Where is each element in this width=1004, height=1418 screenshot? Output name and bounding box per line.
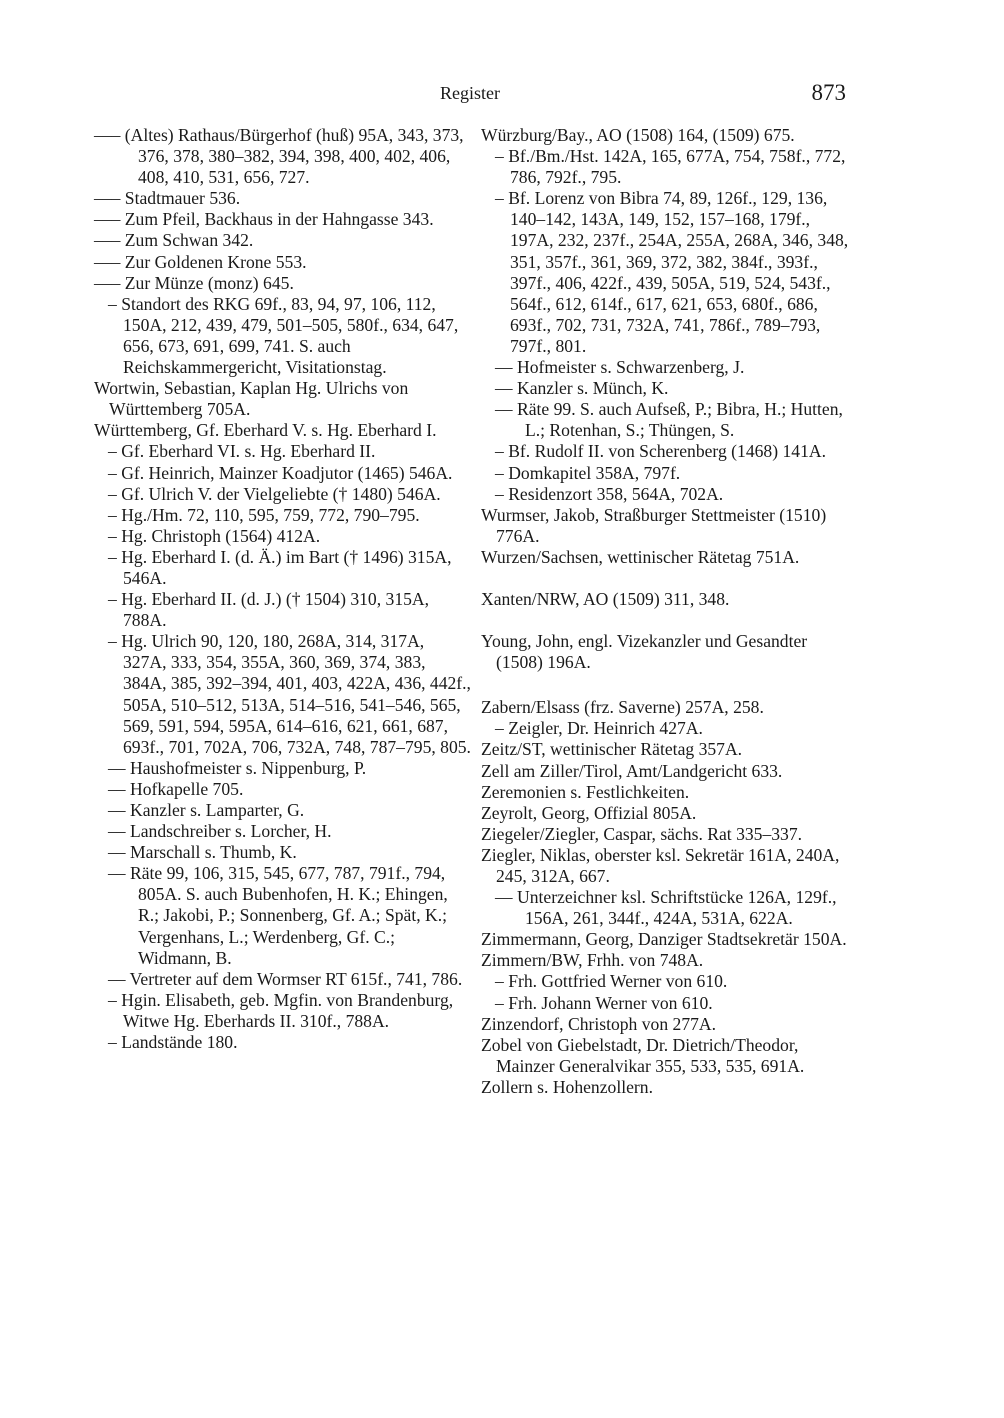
index-entry: – Hg. Eberhard II. (d. J.) († 1504) 310, 315A, 788A. bbox=[108, 589, 430, 631]
letter-section-gap bbox=[481, 610, 851, 631]
index-entry: – Hg./Hm. 72, 110, 595, 759, 772, 790–795. bbox=[108, 504, 420, 525]
index-entry: Xanten/NRW, AO (1509) 311, 348. bbox=[481, 588, 730, 609]
index-entry: – Hg. Eberhard I. (d. Ä.) im Bart († 1496) 315A, 546A. bbox=[108, 546, 452, 588]
index-entry: –– Räte 99, 106, 315, 545, 677, 787, 791f., 794, 805A. S. auch Bubenhofen, H. K.; Ehingen, R.; Jakobi, P.; Sonnenberg, Gf. A.; Spät, K.; Vergenhans, L.; Werdenberg, Gf. C.; Widmann, B. bbox=[108, 863, 448, 968]
index-entry: –– Haushofmeister s. Nippenburg, P. bbox=[108, 757, 367, 778]
page-header-title: Register bbox=[440, 83, 500, 103]
index-entry: Zeyrolt, Georg, Offizial 805A. bbox=[481, 802, 697, 823]
index-entry: ––– Zum Schwan 342. bbox=[94, 230, 254, 251]
index-entry: Ziegler, Niklas, oberster ksl. Sekretär 161A, 240A, 245, 312A, 667. bbox=[481, 844, 840, 886]
index-entry: Ziegeler/Ziegler, Caspar, sächs. Rat 335–337. bbox=[481, 823, 803, 844]
index-entry: – Domkapitel 358A, 797f. bbox=[495, 462, 681, 483]
index-entry: Württemberg, Gf. Eberhard V. s. Hg. Eberhard I. bbox=[94, 420, 437, 441]
letter-section-gap bbox=[481, 673, 851, 697]
index-entry: – Bf. Lorenz von Bibra 74, 89, 126f., 129, 136, 140–142, 143A, 149, 152, 157–168, 179f., 197A, 232, 237f., 254A, 255A, 268A, 346, 348, 351, 357f., 361, 369, 372, 382, 384f., 393f., 397f., 406, 422f., 439, 505A, 519, 524, 543f., 564f., 612, 614f., 617, 621, 653, 680f., 686, 693f., 702, 731, 732A, 741, 786f., 789–793, 797f., 801. bbox=[495, 188, 849, 356]
index-entry: –– Unterzeichner ksl. Schriftstücke 126A, 129f., 156A, 261, 344f., 424A, 531A, 622A. bbox=[495, 887, 837, 929]
running-header bbox=[94, 80, 846, 110]
index-entry: – Gf. Heinrich, Mainzer Koadjutor (1465) 546A. bbox=[108, 462, 453, 483]
index-entry: ––– Stadtmauer 536. bbox=[94, 188, 241, 209]
index-entry: Zollern s. Hohenzollern. bbox=[481, 1076, 653, 1097]
page-number: 873 bbox=[811, 80, 846, 105]
index-entry: Zimmern/BW, Frhh. von 748A. bbox=[481, 950, 704, 971]
index-entry: Wurzen/Sachsen, wettinischer Rätetag 751A. bbox=[481, 546, 800, 567]
index-entry: Zabern/Elsass (frz. Saverne) 257A, 258. bbox=[481, 697, 764, 718]
index-entry: Zeremonien s. Festlichkeiten. bbox=[481, 781, 690, 802]
index-entry: Zinzendorf, Christoph von 277A. bbox=[481, 1013, 717, 1034]
index-entry: – Hgin. Elisabeth, geb. Mgfin. von Brandenburg, Witwe Hg. Eberhards II. 310f., 788A. bbox=[108, 989, 454, 1031]
index-entry: Zell am Ziller/Tirol, Amt/Landgericht 633. bbox=[481, 760, 783, 781]
index-entry: – Gf. Eberhard VI. s. Hg. Eberhard II. bbox=[108, 441, 376, 462]
index-column-right bbox=[481, 125, 851, 1098]
index-entry: – Frh. Johann Werner von 610. bbox=[495, 992, 713, 1013]
index-entry: – Frh. Gottfried Werner von 610. bbox=[495, 971, 728, 992]
index-column-left bbox=[94, 125, 472, 1053]
index-entry: – Landstände 180. bbox=[108, 1032, 238, 1053]
index-entry: – Gf. Ulrich V. der Vielgeliebte († 1480) 546A. bbox=[108, 483, 441, 504]
index-entry: – Residenzort 358, 564A, 702A. bbox=[495, 483, 724, 504]
index-entry: ––– (Altes) Rathaus/Bürgerhof (huß) 95A, 343, 373, 376, 378, 380–382, 394, 398, 400, 402, 406, 408, 410, 531, 656, 727. bbox=[94, 125, 464, 188]
index-entry: –– Hofkapelle 705. bbox=[108, 778, 244, 799]
index-entry: –– Hofmeister s. Schwarzenberg, J. bbox=[495, 357, 745, 378]
index-entry: –– Kanzler s. Lamparter, G. bbox=[108, 800, 305, 820]
index-entry: ––– Zur Münze (monz) 645. bbox=[94, 272, 294, 293]
index-entry: – Zeigler, Dr. Heinrich 427A. bbox=[495, 718, 703, 739]
index-entry: Wurmser, Jakob, Straßburger Stettmeister (1510) 776A. bbox=[481, 504, 827, 546]
index-entry: –– Räte 99. S. auch Aufseß, P.; Bibra, H.; Hutten, L.; Rotenhan, S.; Thüngen, S. bbox=[495, 399, 843, 441]
index-entry: – Standort des RKG 69f., 83, 94, 97, 106, 112, 150A, 212, 439, 479, 501–505, 580f., 634, 647, 656, 673, 691, 699, 741. S. auch Reichskammergericht, Visitationstag. bbox=[108, 293, 459, 378]
index-entry: –– Vertreter auf dem Wormser RT 615f., 741, 786. bbox=[108, 968, 463, 989]
index-entry: –– Kanzler s. Münch, K. bbox=[495, 378, 669, 399]
index-entry: – Bf./Bm./Hst. 142A, 165, 677A, 754, 758f., 772, 786, 792f., 795. bbox=[495, 146, 846, 188]
index-entry: – Bf. Rudolf II. von Scherenberg (1468) 141A. bbox=[495, 441, 826, 462]
index-entry: – Hg. Ulrich 90, 120, 180, 268A, 314, 317A, 327A, 333, 354, 355A, 360, 369, 374, 383, 384A, 385, 392–394, 401, 403, 422A, 436, 442f., 505A, 510–512, 513A, 514–516, 541–546, 565, 569, 591, 594, 595A, 614–616, 621, 661, 687, 693f., 701, 702A, 706, 732A, 748, 787–795, 805. bbox=[108, 631, 471, 757]
index-entry: – Hg. Christoph (1564) 412A. bbox=[108, 525, 321, 546]
index-entry: Zobel von Giebelstadt, Dr. Dietrich/Theodor, Mainzer Generalvikar 355, 533, 535, 691A. bbox=[481, 1034, 805, 1076]
index-entry: Young, John, engl. Vizekanzler und Gesandter (1508) 196A. bbox=[481, 631, 808, 673]
letter-section-gap bbox=[481, 568, 851, 589]
index-entry: Würzburg/Bay., AO (1508) 164, (1509) 675. bbox=[481, 125, 795, 145]
index-entry: Zeitz/ST, wettinischer Rätetag 357A. bbox=[481, 739, 743, 760]
index-entry: ––– Zur Goldenen Krone 553. bbox=[94, 251, 307, 272]
index-entry: Zimmermann, Georg, Danziger Stadtsekretär 150A. bbox=[481, 929, 847, 950]
index-entry: Wortwin, Sebastian, Kaplan Hg. Ulrichs von Württemberg 705A. bbox=[94, 378, 409, 420]
index-entry: –– Landschreiber s. Lorcher, H. bbox=[108, 821, 332, 842]
index-entry: –– Marschall s. Thumb, K. bbox=[108, 842, 297, 863]
index-entry: ––– Zum Pfeil, Backhaus in der Hahngasse 343. bbox=[94, 209, 434, 230]
